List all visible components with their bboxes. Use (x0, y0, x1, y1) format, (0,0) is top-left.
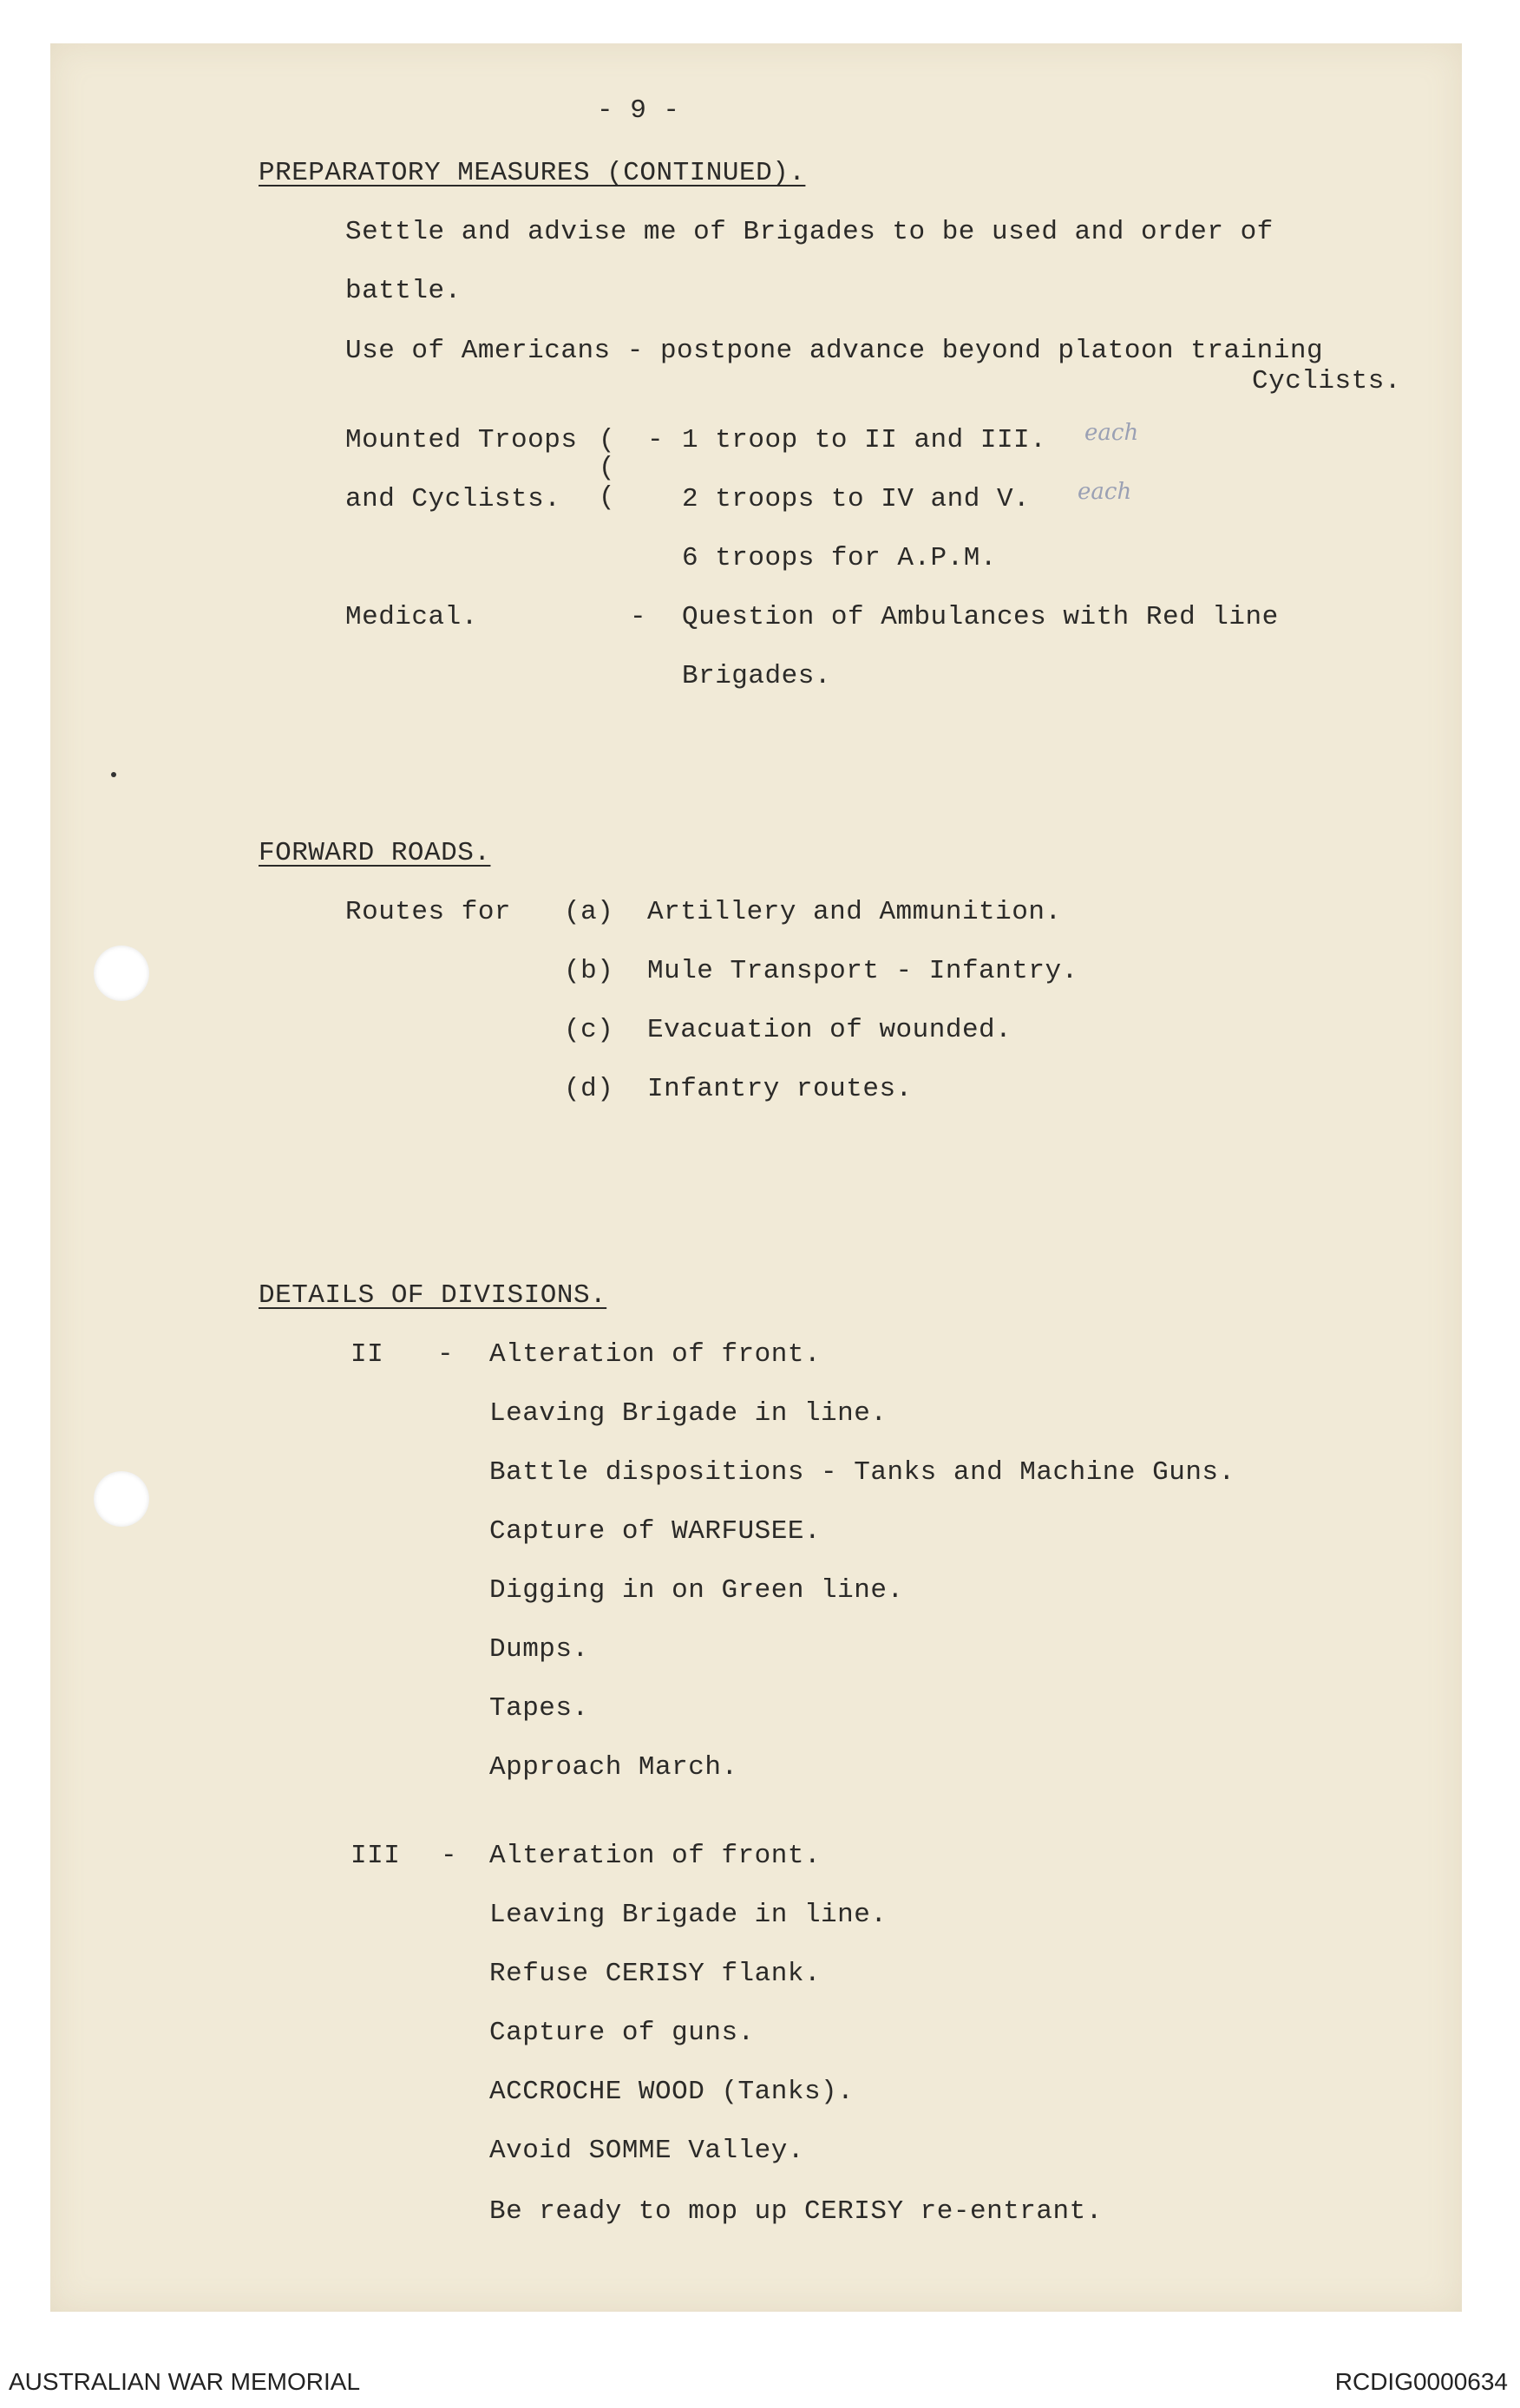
medical-line-2: Brigades. (682, 661, 831, 691)
route-item: Infantry routes. (647, 1074, 913, 1104)
troop-line-1: 1 troop to II and III. (682, 425, 1047, 455)
bracket-mark: ( (599, 482, 616, 513)
forward-roads-heading: FORWARD ROADS. (259, 838, 491, 868)
route-letter: (a) (564, 897, 614, 927)
mounted-dash: - (647, 425, 665, 455)
division-3-item: ACCROCHE WOOD (Tanks). (489, 2077, 855, 2107)
division-2-item: Dumps. (489, 1634, 589, 1665)
preparatory-heading: PREPARATORY MEASURES (CONTINUED). (259, 158, 806, 188)
troop-line-3: 6 troops for A.P.M. (682, 543, 997, 573)
mounted-troops-label: Mounted Troops (345, 425, 578, 455)
division-3-item: Alteration of front. (489, 1841, 822, 1871)
division-2-item: Approach March. (489, 1752, 738, 1783)
route-letter: (d) (564, 1074, 614, 1104)
division-3-item: Be ready to mop up CERISY re-entrant. (489, 2196, 1103, 2227)
division-3-item: Refuse CERISY flank. (489, 1959, 822, 1989)
route-item: Evacuation of wounded. (647, 1015, 1012, 1045)
ink-speck (111, 772, 116, 777)
details-heading: DETAILS OF DIVISIONS. (259, 1280, 607, 1311)
division-3-label: III (351, 1841, 401, 1871)
division-2-dash: - (437, 1339, 455, 1370)
settle-line-2: battle. (345, 276, 462, 306)
division-3-item: Avoid SOMME Valley. (489, 2136, 804, 2166)
division-2-item: Tapes. (489, 1693, 589, 1724)
handwritten-annotation: each (1078, 479, 1132, 505)
division-2-item: Leaving Brigade in line. (489, 1398, 888, 1429)
division-2-item: Battle dispositions - Tanks and Machine Guns. (489, 1457, 1235, 1488)
route-item: Artillery and Ammunition. (647, 897, 1062, 927)
cyclists-label: and Cyclists. (345, 484, 561, 514)
bracket-mark: ( (599, 425, 616, 455)
footer-record-id: RCDIG0000634 (1334, 2368, 1508, 2395)
medical-dash: - (630, 602, 647, 632)
division-2-item: Capture of WARFUSEE. (489, 1516, 822, 1547)
division-2-label: II (351, 1339, 384, 1370)
division-3-item: Leaving Brigade in line. (489, 1900, 888, 1930)
division-2-item: Digging in on Green line. (489, 1575, 904, 1606)
route-item: Mule Transport - Infantry. (647, 956, 1078, 986)
routes-for-label: Routes for (345, 897, 512, 927)
route-letter: (b) (564, 956, 614, 986)
cyclists-wrap: Cyclists. (1252, 366, 1401, 396)
footer-institution: AUSTRALIAN WAR MEMORIAL (9, 2368, 361, 2395)
bracket-mark: ( (599, 453, 616, 483)
medical-label: Medical. (345, 602, 478, 632)
division-2-item: Alteration of front. (489, 1339, 822, 1370)
troop-line-2: 2 troops to IV and V. (682, 484, 1031, 514)
division-3-dash: - (441, 1841, 458, 1871)
settle-line-1: Settle and advise me of Brigades to be used and order of (345, 217, 1274, 247)
punch-hole-top (94, 946, 149, 1001)
punch-hole-bottom (94, 1471, 149, 1527)
handwritten-annotation: each (1084, 420, 1139, 446)
route-letter: (c) (564, 1015, 614, 1045)
page-number: - 9 - (597, 95, 680, 126)
medical-line-1: Question of Ambulances with Red line (682, 602, 1279, 632)
americans-line: Use of Americans - postpone advance beyond platoon training (345, 336, 1324, 366)
division-3-item: Capture of guns. (489, 2018, 755, 2048)
